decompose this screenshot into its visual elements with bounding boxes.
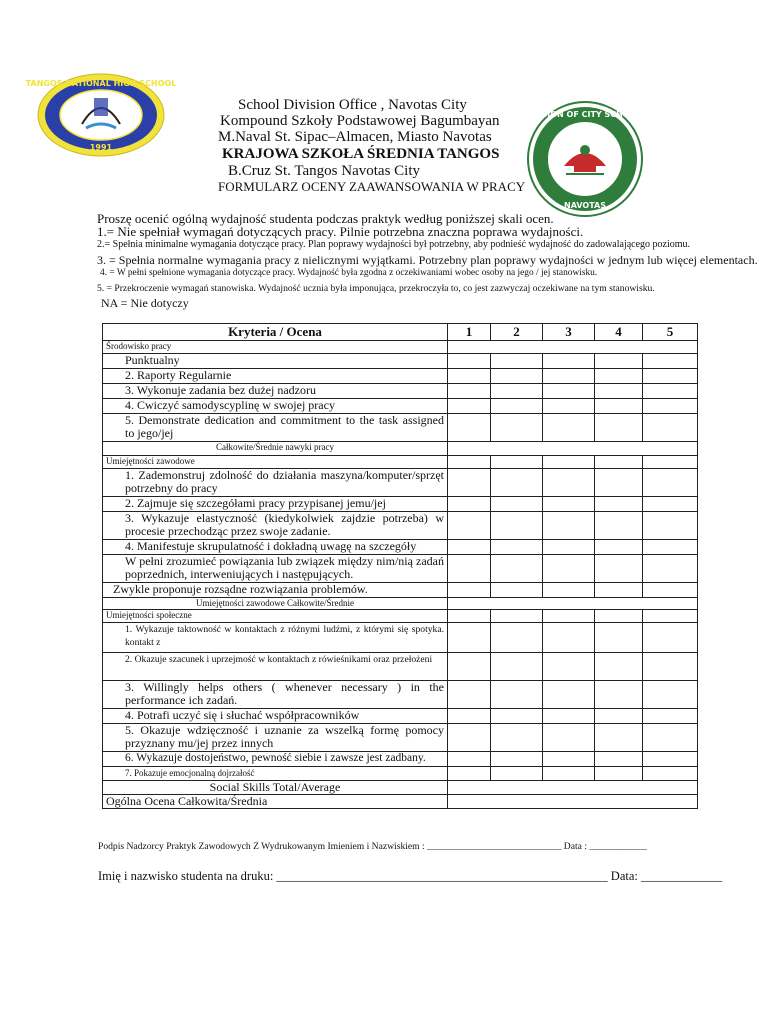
score-cell[interactable] — [595, 623, 643, 653]
score-header-1: 1 — [448, 324, 491, 341]
scale-3: 3. = Spełnia normalne wymagania pracy z nielicznymi wyjątkami. Potrzebny plan poprawy wydajności w jednym lub więcej elementach. — [97, 253, 758, 267]
criterion-label: 1. Zademonstruj zdolność do działania maszyna/komputer/sprzęt potrzebny do pracy — [103, 469, 448, 497]
score-cell[interactable] — [448, 469, 491, 497]
score-cell[interactable] — [448, 540, 491, 555]
score-cell[interactable] — [448, 623, 491, 653]
score-cell[interactable] — [448, 752, 491, 767]
score-cell[interactable] — [543, 623, 595, 653]
score-cell[interactable] — [643, 653, 698, 681]
section-total-row — [103, 781, 698, 795]
score-cell[interactable] — [543, 414, 595, 442]
score-cell[interactable] — [491, 681, 543, 709]
total-score-cell[interactable] — [448, 781, 698, 795]
scale-na: NA = Nie dotyczy — [101, 296, 189, 310]
score-cell[interactable] — [543, 583, 595, 598]
score-cell[interactable] — [643, 354, 698, 369]
score-cell[interactable] — [543, 709, 595, 724]
criterion-label: 3. Wykonuje zadania bez dużej nadzoru — [103, 384, 448, 399]
score-cell[interactable] — [491, 512, 543, 540]
score-cell[interactable] — [643, 623, 698, 653]
table-row — [103, 555, 698, 583]
score-cell[interactable] — [491, 354, 543, 369]
score-cell[interactable] — [595, 512, 643, 540]
score-cell[interactable] — [595, 767, 643, 781]
section-title-social-skills: Umiejętności społeczne — [103, 610, 448, 623]
section-total-social-skills: Social Skills Total/Average — [103, 781, 448, 795]
criterion-label: 3. Willingly helps others ( whenever necessary ) in the performance ich zadań. — [103, 681, 448, 709]
table-row — [103, 681, 698, 709]
score-cell[interactable] — [491, 497, 543, 512]
score-cell[interactable] — [491, 414, 543, 442]
criteria-header: Kryteria / Ocena — [103, 324, 448, 341]
score-header-3: 3 — [543, 324, 595, 341]
table-row — [103, 469, 698, 497]
score-cell[interactable] — [491, 399, 543, 414]
score-cell[interactable] — [543, 653, 595, 681]
score-cell[interactable] — [491, 767, 543, 781]
score-cell[interactable] — [595, 354, 643, 369]
score-cell[interactable] — [595, 414, 643, 442]
score-cell[interactable] — [448, 767, 491, 781]
score-cell[interactable] — [643, 414, 698, 442]
score-cell[interactable] — [491, 709, 543, 724]
score-cell[interactable] — [448, 399, 491, 414]
table-row — [103, 653, 698, 681]
total-score-cell[interactable] — [448, 795, 698, 809]
score-cell[interactable] — [643, 752, 698, 767]
score-cell[interactable] — [543, 354, 595, 369]
score-cell[interactable] — [491, 469, 543, 497]
table-row — [103, 497, 698, 512]
criterion-label: 2. Raporty Regularnie — [103, 369, 448, 384]
table-row — [103, 752, 698, 767]
score-cell[interactable] — [595, 469, 643, 497]
score-cell[interactable] — [643, 497, 698, 512]
section-title-row — [103, 456, 698, 469]
table-row — [103, 512, 698, 540]
score-cell[interactable] — [491, 724, 543, 752]
total-score-cell[interactable] — [448, 442, 698, 456]
score-cell[interactable] — [543, 752, 595, 767]
score-cell[interactable] — [643, 709, 698, 724]
table-header-row — [103, 324, 698, 341]
header-compound: Kompound Szkoły Podstawowej Bagumbayan — [220, 113, 500, 129]
table-row — [103, 724, 698, 752]
table-row — [103, 414, 698, 442]
seal-right-text: DIVISION OF CITY SCHOOLS — [522, 110, 648, 119]
score-cell[interactable] — [448, 369, 491, 384]
table-row — [103, 540, 698, 555]
criterion-label: 5. Okazuje wdzięczność i uznanie za wszelką formę pomocy przyznany mu/jej przez innych — [103, 724, 448, 752]
table-row — [103, 709, 698, 724]
section-title-professional-skills: Umiejętności zawodowe — [103, 456, 448, 469]
score-cell[interactable] — [543, 681, 595, 709]
header-division-office: School Division Office , Navotas City — [238, 97, 467, 113]
table-row — [103, 767, 698, 781]
seal-right-bottom: NAVOTAS — [564, 201, 606, 210]
score-header-4: 4 — [595, 324, 643, 341]
score-cell[interactable] — [643, 555, 698, 583]
section-total-work-habits: Całkowite/Średnie nawyki pracy — [103, 442, 448, 456]
section-total-professional-skills: Umiejętności zawodowe Całkowite/Średnie — [103, 598, 448, 610]
criterion-label: 2. Okazuje szacunek i uprzejmość w kontaktach z rówieśnikami oraz przełożeni — [103, 653, 448, 681]
seal-left-text: TANGOS NATIONAL HIGH SCHOOL — [25, 79, 177, 88]
score-cell[interactable] — [491, 623, 543, 653]
score-cell[interactable] — [543, 384, 595, 399]
score-cell[interactable] — [448, 709, 491, 724]
score-cell[interactable] — [595, 384, 643, 399]
table-row — [103, 583, 698, 598]
score-cell[interactable] — [595, 399, 643, 414]
criterion-label: 4. Cwiczyć samodyscyplinę w swojej pracy — [103, 399, 448, 414]
criterion-label: 2. Zajmuje się szczegółami pracy przypisanej jemu/jej — [103, 497, 448, 512]
score-cell[interactable] — [491, 653, 543, 681]
scale-2: 2.= Spełnia minimalne wymagania dotyczące pracy. Plan poprawy wydajności był potrzebny, aby podnieść wydajność do zadowalającego poziomu. — [97, 239, 691, 250]
score-cell[interactable] — [543, 369, 595, 384]
score-cell[interactable] — [595, 555, 643, 583]
criterion-label: 4. Manifestuje skrupulatność i dokładną uwagę na szczegóły — [103, 540, 448, 555]
evaluation-table — [102, 323, 698, 809]
section-total-row — [103, 598, 698, 610]
criterion-label: Zwykle proponuje rozsądne rozwiązania problemów. — [103, 583, 448, 598]
score-cell[interactable] — [543, 540, 595, 555]
score-cell[interactable] — [643, 767, 698, 781]
header-school-address: B.Cruz St. Tangos Navotas City — [228, 163, 421, 179]
score-cell[interactable] — [643, 369, 698, 384]
score-cell[interactable] — [448, 724, 491, 752]
criterion-label: 6. Wykazuje dostojeństwo, pewność siebie i zawsze jest zadbany. — [103, 752, 448, 767]
score-cell[interactable] — [491, 540, 543, 555]
total-score-cell[interactable] — [448, 598, 698, 610]
score-cell[interactable] — [448, 384, 491, 399]
table-row — [103, 354, 698, 369]
score-cell[interactable] — [543, 469, 595, 497]
score-cell[interactable] — [543, 512, 595, 540]
score-cell[interactable] — [448, 653, 491, 681]
score-cell[interactable] — [643, 540, 698, 555]
score-cell[interactable] — [543, 399, 595, 414]
form-title: FORMULARZ OCENY ZAAWANSOWANIA W PRACY — [218, 179, 526, 194]
score-cell[interactable] — [595, 497, 643, 512]
score-cell[interactable] — [448, 583, 491, 598]
section-title-row — [103, 341, 698, 354]
header-school-name: KRAJOWA SZKOŁA ŚREDNIA TANGOS — [222, 146, 500, 162]
supervisor-signature-line[interactable]: Podpis Nadzorcy Praktyk Zawodowych Z Wydrukowanym Imieniem i Nazwiskiem : ____________________________ Data : ____________ — [98, 841, 647, 852]
overall-total-row — [103, 795, 698, 809]
score-cell[interactable] — [643, 724, 698, 752]
score-header-2: 2 — [491, 324, 543, 341]
header-address: M.Naval St. Sipac–Almacen, Miasto Navotas — [218, 129, 492, 145]
score-cell[interactable] — [491, 752, 543, 767]
scale-1: 1.= Nie spełniał wymagań dotyczących pracy. Pilnie potrzebna znaczna poprawa wydajności. — [97, 224, 584, 239]
score-cell[interactable] — [448, 414, 491, 442]
score-cell[interactable] — [448, 354, 491, 369]
score-cell[interactable] — [448, 555, 491, 583]
score-cell[interactable] — [643, 512, 698, 540]
criterion-label: 3. Wykazuje elastyczność (kiedykolwiek zajdzie potrzeba) w procesie przechodząc przez swoje zadanie. — [103, 512, 448, 540]
table-row — [103, 369, 698, 384]
score-cell[interactable] — [448, 497, 491, 512]
section-title-work-environment: Środowisko pracy — [103, 341, 448, 354]
section-title-row — [103, 610, 698, 623]
score-cell[interactable] — [595, 369, 643, 384]
score-cell[interactable] — [543, 555, 595, 583]
score-cell[interactable] — [448, 512, 491, 540]
overall-total-label: Ogólna Ocena Całkowita/Średnia — [103, 795, 448, 809]
instructions-intro: Proszę ocenić ogólną wydajność studenta podczas praktyk według poniższej skali ocen. — [97, 211, 554, 226]
seal-left-year: 1991 — [89, 143, 113, 152]
score-cell[interactable] — [595, 681, 643, 709]
score-cell[interactable] — [595, 709, 643, 724]
tangos-school-seal — [25, 72, 177, 158]
score-cell[interactable] — [491, 369, 543, 384]
score-cell[interactable] — [595, 752, 643, 767]
seal-right-year: 2010 — [576, 123, 594, 131]
score-cell[interactable] — [448, 681, 491, 709]
scale-4: 4. = W pełni spełnione wymagania dotyczące pracy. Wydajność była zgodna z oczekiwaniami wobec osoby na jego / jej stanowisku. — [100, 268, 598, 278]
score-cell[interactable] — [643, 681, 698, 709]
score-cell[interactable] — [543, 497, 595, 512]
score-cell[interactable] — [491, 555, 543, 583]
score-cell[interactable] — [543, 724, 595, 752]
score-cell[interactable] — [643, 384, 698, 399]
criterion-label: 4. Potrafi uczyć się i słuchać współpracowników — [103, 709, 448, 724]
table-row — [103, 623, 698, 653]
score-cell[interactable] — [491, 583, 543, 598]
criterion-label: 5. Demonstrate dedication and commitment to the task assigned to jego/jej — [103, 414, 448, 442]
score-cell[interactable] — [643, 399, 698, 414]
criterion-label: 1. Wykazuje taktowność w kontaktach z różnymi ludźmi, z którymi się spotyka. kontakt z — [103, 623, 448, 653]
criterion-label: Punktualny — [103, 354, 448, 369]
score-header-5: 5 — [643, 324, 698, 341]
division-city-schools-seal — [522, 100, 648, 218]
score-cell[interactable] — [595, 583, 643, 598]
table-row — [103, 399, 698, 414]
scale-5: 5. = Przekroczenie wymagań stanowiska. Wydajność ucznia była imponująca, przekroczyła to, co jest zazwyczaj oczekiwane na tym stanowisku. — [97, 283, 655, 294]
criterion-label: W pełni zrozumieć powiązania lub związek między nim/nią zadań poprzednich, interweniujących i następujących. — [103, 555, 448, 583]
score-cell[interactable] — [595, 540, 643, 555]
score-cell[interactable] — [595, 724, 643, 752]
score-cell[interactable] — [595, 653, 643, 681]
student-name-line[interactable]: Imię i nazwisko studenta na druku: _____________________________________________________ Data: _____________ — [98, 869, 723, 883]
table-row — [103, 384, 698, 399]
criterion-label: 7. Pokazuje emocjonalną dojrzałość — [103, 767, 448, 781]
score-cell[interactable] — [491, 384, 543, 399]
score-cell[interactable] — [643, 469, 698, 497]
section-total-row — [103, 442, 698, 456]
score-cell[interactable] — [543, 767, 595, 781]
score-cell[interactable] — [643, 583, 698, 598]
